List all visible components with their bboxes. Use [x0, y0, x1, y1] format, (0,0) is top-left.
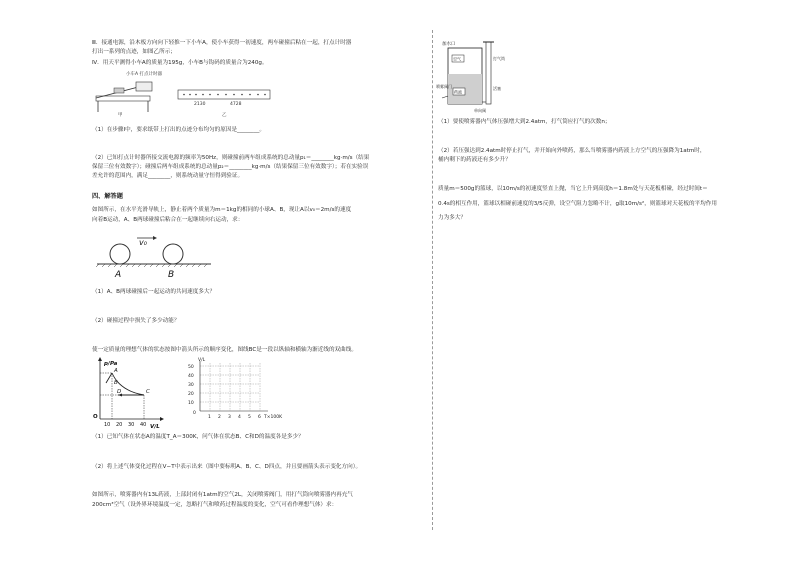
- problem6-q1: （1）已知气体在状态A的温度T_A＝300K，问气体在状态B、C和D的温度各是多少？: [92, 434, 304, 440]
- sprayer-figure: [436, 38, 516, 118]
- piston-label: 活塞: [493, 86, 501, 91]
- cart-experiment-figure: [90, 68, 280, 118]
- problem8-line3: 力为多大？: [438, 215, 466, 221]
- pv-graph: [90, 355, 165, 430]
- vt-xtick-4: 4: [238, 415, 241, 420]
- pv-xlabel: V/L: [150, 424, 160, 430]
- problem6-intro: 使一定质量的理想气体的状态按图中箭头所示的顺序变化，图线BC是一段以纵轴和横轴为渐近线的双曲线。: [92, 347, 357, 353]
- pv-point-a: A: [114, 368, 118, 374]
- two-balls-figure: [95, 230, 215, 280]
- pv-ylabel: p/Pa: [104, 361, 118, 367]
- vt-ytick-10: 10: [188, 401, 194, 406]
- pump-cylinder: [486, 42, 491, 104]
- sprayer-liquid-label: 药液: [454, 89, 462, 95]
- vt-xtick-6: 6: [258, 415, 261, 420]
- step3-line2: 打出一系列的点迹，如图乙所示；: [92, 49, 176, 55]
- problem5-line2: 向着B运动，A、B两球碰撞后粘合在一起继续向右运动，求：: [92, 217, 244, 223]
- problem5-line1: 如图所示，在水平光滑导轨上，静止着两个质量为m＝1kg的相同的小球A、B，现让A以v₀＝2m/s的速度: [92, 207, 352, 213]
- pv-xtick-30: 30: [128, 422, 135, 428]
- column-divider: [432, 30, 433, 530]
- problem7-line2: 200cm³空气（设外界环境温度一定，忽略打气和喷药过程温度的变化，空气可看作理想气体）求：: [92, 502, 338, 508]
- vt-xlabel: T×100K: [264, 415, 283, 420]
- vt-xtick-5: 5: [248, 415, 251, 420]
- pv-xtick-20: 20: [116, 422, 123, 428]
- question-2-line1: （2）已知打点计时器所接交流电源的频率为50Hz，则碰撞前两车组成系统的总动量p₁＝________kg·m/s（结果: [92, 155, 370, 161]
- pump-label: 打气筒: [493, 56, 505, 61]
- problem7-q1: （1）要使喷雾器内气体压强增大到2.4atm，打气筒应打气的次数n；: [438, 119, 611, 125]
- vt-graph-grid: [180, 356, 290, 422]
- sprayer-air-label: 空气: [453, 56, 461, 62]
- vt-ytick-40: 40: [188, 374, 194, 379]
- v0-label: v₀: [139, 238, 147, 247]
- vt-ytick-50: 50: [188, 365, 194, 370]
- ball-a: [110, 244, 130, 264]
- vt-ytick-30: 30: [188, 383, 194, 388]
- vt-xtick-2: 2: [218, 415, 221, 420]
- problem7-line1: 如图所示，喷雾器内有13L药液，上部封闭有1atm的空气2L，关闭喷雾阀门，用打气筒向喷雾器内再充气: [92, 492, 353, 498]
- pv-point-c: C: [146, 389, 150, 395]
- ball-a-label: A: [115, 270, 122, 280]
- vt-ytick-0: 0: [193, 411, 196, 416]
- problem7-q2-line2: 桶内剩下的药液还有多少升？: [438, 157, 511, 163]
- vt-ylabel: V/L: [198, 358, 206, 363]
- pv-point-b: B: [114, 380, 118, 386]
- fig-jia-label: 甲: [118, 113, 123, 118]
- problem5-q2: （2）碰撞过程中损失了多少动能？: [92, 318, 180, 324]
- problem8-line2: 0.4s的相互作用，篮球以相碰前速度的3/5反弹，设空气阻力忽略不计，g取10m/s²，则篮球对天花板的平均作用: [438, 201, 717, 207]
- ball-b-label: B: [168, 270, 175, 280]
- problem5-q1: （1）A、B两球碰撞后一起运动的共同速度多大？: [92, 289, 216, 295]
- problem8-line1: 质量m＝500g的篮球，以10m/s的初速度竖直上抛，当它上升到高度h＝1.8m处与天花板相碰，经过时间t＝: [438, 186, 708, 192]
- problem6-q2: （2）将上述气体变化过程在V−T中表示出来（图中要标明A、B、C、D四点，并且要画箭头表示变化方向）。: [92, 464, 362, 470]
- tape-distance-2: 4728: [230, 102, 242, 107]
- section-heading: 四、解答题: [92, 193, 123, 200]
- pv-xtick-40: 40: [140, 422, 147, 428]
- question-2-line3: 差允许的范围内，满足________，则系统动量守恒得到验证。: [92, 173, 244, 179]
- vt-xtick-1: 1: [208, 415, 211, 420]
- question-2-line2: 保留三位有效数字）；碰撞后两车组成系统的总动量p₂＝________kg·m/s（结果保留三位有效数字）；若在实验误: [92, 164, 369, 170]
- spray-valve-label: 喷雾阀门: [436, 84, 452, 89]
- question-1: （1）在步骤Ⅰ中，要求纸带上打出的点迹分布均匀的原因是________。: [92, 127, 266, 133]
- vt-xtick-3: 3: [228, 415, 231, 420]
- step3-line1: Ⅲ．接通电源，沿木板方向向下轻推一下小车A，使小车获得一初速度，两车碰撞后粘在一起，打点计时器: [92, 40, 352, 46]
- cart-a: [114, 88, 124, 93]
- ball-b: [163, 244, 183, 264]
- sprayer-inlet-label: 加水口: [442, 42, 456, 47]
- problem7-q2-line1: （2）若压强达到2.4atm时停止打气，并开始向外喷药，那么当喷雾器内药液上方空气的压强降为1atm时，: [438, 148, 706, 154]
- fig-yi-label: 乙: [222, 113, 227, 118]
- timer-box: [136, 82, 152, 91]
- vt-ytick-20: 20: [188, 392, 194, 397]
- pv-origin: O: [93, 414, 98, 420]
- check-valve-label: 单向阀: [474, 108, 486, 113]
- tape-distance-1: 2130: [194, 102, 206, 107]
- timer-label: 小车A 打点计时器: [126, 72, 163, 77]
- paper-tape: [178, 90, 270, 99]
- pv-point-d: D: [117, 389, 122, 395]
- pv-xtick-10: 10: [104, 422, 111, 428]
- step4-line: Ⅳ．用天平测得小车A的质量为195g，小车B与钩码的质量合为240g。: [92, 60, 268, 66]
